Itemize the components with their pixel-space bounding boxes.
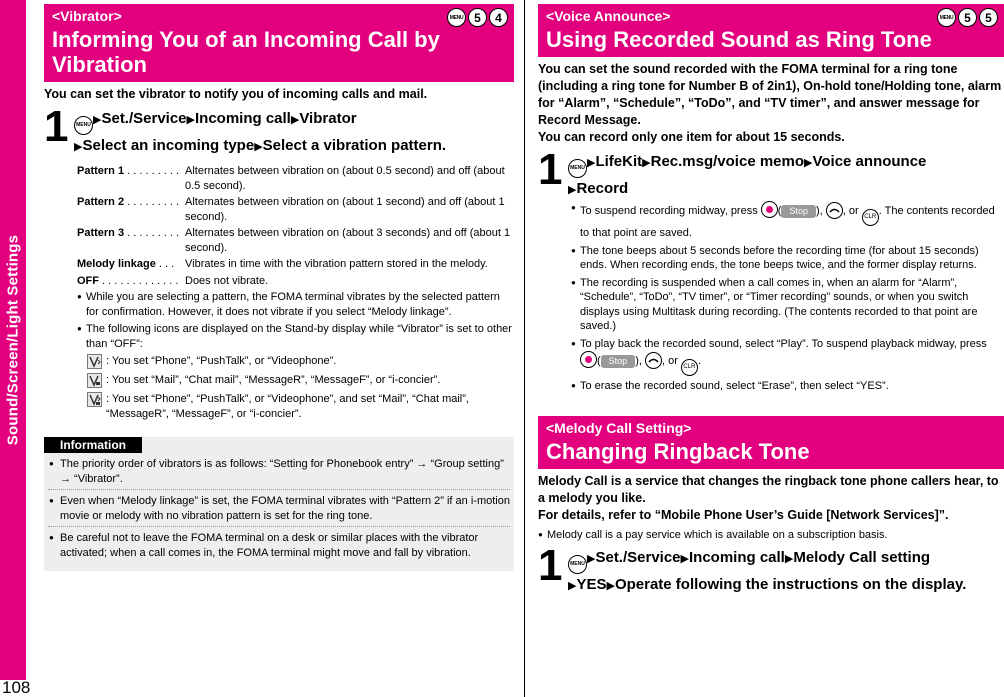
intro-text: Melody Call is a service that changes the ringback tone phone callers hear, to a melody you like. (538, 473, 999, 505)
section-title: Informing You of an Incoming Call by Vibration (52, 27, 440, 77)
section-header-melody-call (538, 416, 1004, 469)
step-1 (538, 541, 1004, 597)
page-number: 108 (2, 678, 31, 697)
note-bullet: ● To suspend recording midway, press ( Stop ), , or CLR . The contents recorded to that point are saved. (571, 201, 1004, 241)
pattern-item: Melody linkage . . . Vibrates in time with the vibration pattern stored in the melody. (77, 258, 488, 270)
note-bullet: ● To erase the recorded sound, select “Erase”, then select “YES”. (571, 379, 1004, 394)
step-instructions: MENU ▶Set./Service▶Incoming call▶Vibrator ▶Select an incoming type▶Select a vibration pattern. (74, 110, 447, 154)
section-tag: <Melody Call Setting> (546, 419, 692, 436)
arrow-icon: ▶ (290, 114, 300, 126)
melody-call-section (538, 416, 1004, 598)
pattern-item: Pattern 2 . . . . . . . . . Alternates between vibration on (about 1 second) and off (about 1 second). (77, 196, 505, 223)
intro-text: You can record only one item for about 15 seconds. (538, 130, 845, 144)
step-number: 1 (538, 145, 563, 194)
center-key-icon (580, 351, 597, 368)
section-header-vibrator (44, 4, 514, 82)
note-bullet: ● The following icons are displayed on the Stand-by display while “Vibrator” is set to other than “OFF”: (77, 322, 514, 351)
step-number: 1 (44, 102, 69, 151)
icon-legend-row: : You set “Phone”, “PushTalk”, or “Videophone”. (87, 354, 514, 369)
note-bullet: ● The recording is suspended when a call comes in, when an alarm for “Alarm”, “Schedule”, “ToDo”, “TV timer”, or “Timer recording” sounds, or when you switch displays using Multitask during recording. (The contents recorded to that point are saved.) (571, 276, 1004, 334)
menu-key-icon: MENU (937, 8, 956, 27)
arrow-icon: ▶ (606, 580, 615, 592)
note-bullet: ● While you are selecting a pattern, the FOMA terminal vibrates by the selected pattern for confirmation. However, it does not vibrate if you select “Melody linkage”. (77, 290, 514, 319)
section-header-voice-announce (538, 4, 1004, 57)
arrow-icon: ▶ (680, 553, 689, 565)
intro-text: You can set the sound recorded with the FOMA terminal for a ring tone (including a ring tone for Number B of 2in1), On-hold tone/Holding tone, alarm for “Alarm”, “Schedule”, “ToDo”, and “TV timer”, and answer message for Record Message. (538, 62, 1002, 127)
left-column (44, 4, 514, 571)
information-title: Information (44, 437, 142, 453)
clear-key-icon: CLR (862, 209, 879, 226)
clear-key-icon: CLR (681, 359, 698, 376)
icon-legend-row: : You set “Mail”, “Chat mail”, “MessageR”, “MessageF”, or “i-concier”. (87, 373, 514, 388)
intro-text: For details, refer to “Mobile Phone User’s Guide [Network Services]”. (538, 507, 949, 522)
side-tab (0, 0, 26, 680)
pattern-item: OFF . . . . . . . . . . . . . Does not vibrate. (77, 274, 269, 287)
section-title: Changing Ringback Tone (546, 438, 810, 464)
arrow-icon: ▶ (186, 114, 195, 126)
end-key-icon (826, 202, 843, 219)
note-bullet: ● To play back the recorded sound, select “Play”. To suspend playback midway, press ( Stop ), , or CLR . (571, 337, 1004, 377)
key-4-icon: 4 (489, 8, 508, 27)
information-item: ● Be careful not to leave the FOMA terminal on a desk or similar places with the vibrator activated; when a call comes in, the FOMA terminal might move and fall by vibration. (48, 531, 510, 563)
arrow-icon: ▶ (74, 141, 83, 153)
step-1 (44, 102, 514, 158)
arrow-icon: ▶ (568, 580, 577, 592)
pattern-item: Pattern 3 . . . . . . . . . Alternates between vibration on (about 3 seconds) and off (about 1 second). (77, 227, 511, 254)
step-1 (538, 145, 1004, 201)
key-sequence (447, 8, 508, 27)
intro-text: You can set the vibrator to notify you of incoming calls and mail. (44, 87, 428, 101)
vibrator-mail-icon (87, 373, 102, 388)
section-title: Using Recorded Sound as Ring Tone (546, 27, 932, 52)
stop-softkey-label: Stop (781, 205, 816, 218)
note-bullet: ● The tone beeps about 5 seconds before the recording time (for about 15 seconds) ends. When recording ends, the tone beeps twice, and the former display returns. (571, 244, 1004, 273)
vibrator-call-icon (87, 354, 102, 369)
icon-legend-row: : You set “Phone”, “PushTalk”, or “Videophone”, and set “Mail”, “Chat mail”, “MessageR”, “MessageF”, or “i-concier”. (87, 392, 514, 421)
key-5-icon: 5 (468, 8, 487, 27)
vibrator-call-mail-icon (87, 392, 102, 407)
key-sequence (937, 8, 998, 27)
arrow-icon: ▶ (587, 553, 596, 565)
note-bullet: ● Melody call is a pay service which is available on a subscription basis. (538, 528, 1004, 543)
information-item: ● Even when “Melody linkage” is set, the FOMA terminal vibrates with “Pattern 2” if an i-motion movie or melody with no vibration pattern is set for the ring tone. (48, 494, 510, 527)
arrow-icon: ▶ (642, 157, 651, 169)
arrow-icon: ▶ (93, 114, 102, 126)
arrow-icon: ▶ (804, 157, 813, 169)
menu-key-icon: MENU (568, 159, 587, 178)
center-key-icon (761, 201, 778, 218)
step-number: 1 (538, 541, 563, 590)
key-5-icon: 5 (958, 8, 977, 27)
arrow-icon: ▶ (568, 184, 577, 196)
pattern-list (77, 164, 514, 288)
stop-softkey-label: Stop (601, 355, 636, 368)
arrow-icon: ▶ (254, 141, 263, 153)
information-item: ● The priority order of vibrators is as follows: “Setting for Phonebook entry” → “Group setting” → “Vibrator”. (48, 457, 510, 490)
pattern-item: Pattern 1 . . . . . . . . . Alternates between vibration on (about 0.5 second) and off (about 0.5 second). (77, 165, 505, 192)
section-tag: <Vibrator> (52, 8, 122, 24)
section-tag: <Voice Announce> (546, 8, 671, 24)
side-tab-label: Sound/Screen/Light Settings (4, 234, 22, 446)
end-key-icon (645, 352, 662, 369)
right-column (538, 4, 1004, 597)
information-box (44, 437, 514, 571)
step-instructions: MENU ▶Set./Service▶Incoming call▶Melody Call setting ▶YES▶Operate following the instructions on the display. (568, 549, 967, 593)
menu-key-icon: MENU (568, 555, 587, 574)
arrow-icon: ▶ (784, 553, 794, 565)
menu-key-icon: MENU (74, 116, 93, 135)
arrow-icon: ▶ (587, 157, 596, 169)
step-instructions: MENU ▶LifeKit▶Rec.msg/voice memo▶Voice announce ▶Record (568, 153, 927, 197)
column-divider (524, 0, 525, 697)
key-5-icon: 5 (979, 8, 998, 27)
menu-key-icon: MENU (447, 8, 466, 27)
